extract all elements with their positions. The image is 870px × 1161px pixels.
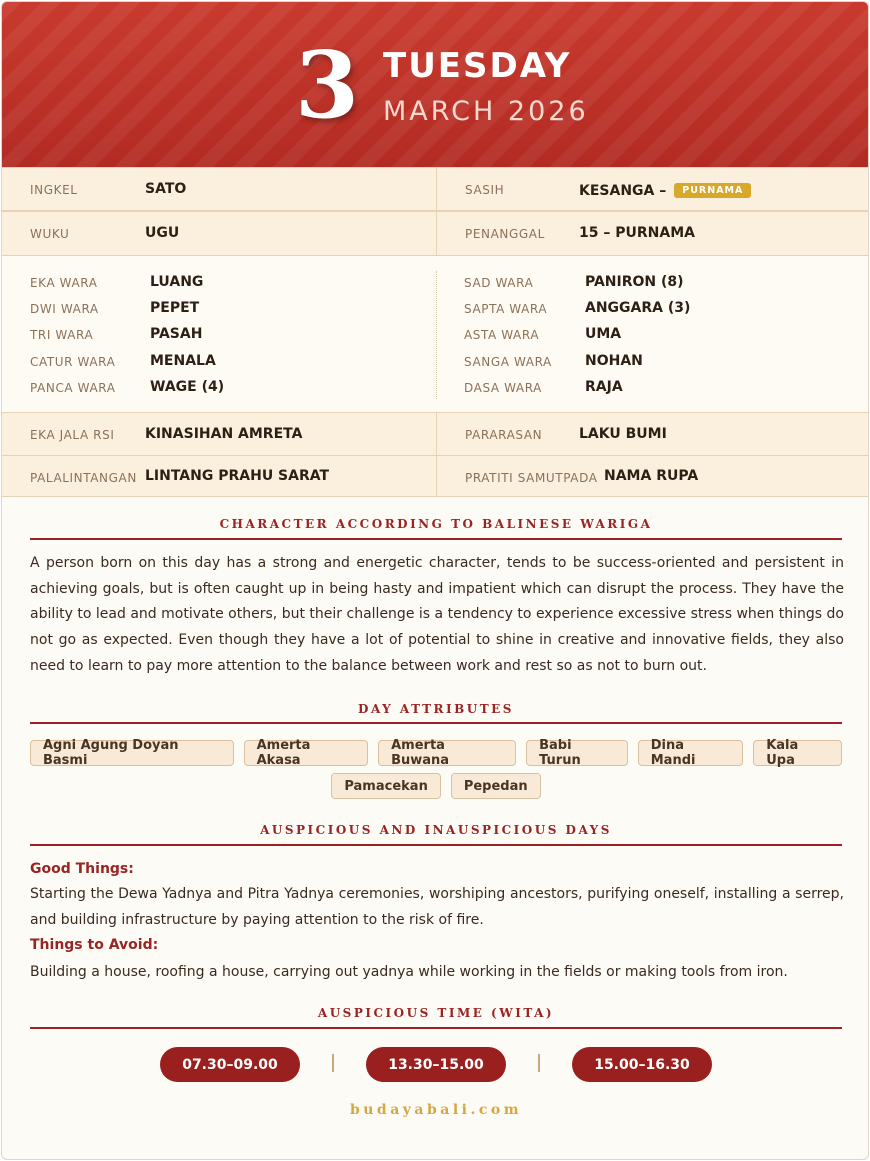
month-year-label: MARCH 2026: [383, 96, 589, 127]
times-section-rule: [30, 1027, 842, 1029]
wuku-cell: [2, 212, 436, 255]
wara-row: [2, 324, 436, 344]
wara-value: RAJA: [585, 379, 623, 395]
character-description: A person born on this day has a strong and energetic character, tends to be success-oriented and persistent in achieving goals, but is often caught up in being hasty and impatient which can disrupt the process. They have the ability to lead and motivate others, but their challenge is a tendency to experience excessive stress when things do not go as expected. Even though they have a lot of potential to shine in creative and innovative fields, they also need to learn to pay more attention to the balance between work and rest so as not to burn out.: [30, 555, 844, 674]
wara-value: PASAH: [150, 326, 203, 342]
attribute-chip-row: [30, 740, 842, 766]
penanggal-label: PENANGGAL: [465, 227, 545, 241]
wuku-value: UGU: [145, 225, 180, 241]
wara-value: ANGGARA (3): [585, 300, 691, 316]
wara-value: MENALA: [150, 353, 216, 369]
eka-jala-rsi-cell: [2, 413, 436, 455]
ingkel-value: SATO: [145, 181, 187, 197]
penanggal-cell: [436, 212, 869, 255]
info-row-wuku-penanggal: [2, 210, 869, 255]
wara-row: [2, 272, 436, 292]
pratiti-samutpada-value: NAMA RUPA: [604, 468, 699, 484]
wara-label: DASA WARA: [464, 381, 542, 395]
attribute-chip: Amerta Akasa: [244, 740, 369, 766]
info-row-ingkel-sasih: [2, 167, 869, 210]
wara-label: PANCA WARA: [30, 381, 116, 395]
attribute-chip-row: [30, 773, 842, 799]
purnama-badge: PURNAMA: [674, 183, 751, 198]
attribute-chip-list: [30, 740, 842, 799]
wara-value: LUANG: [150, 274, 204, 290]
info-row-palalintangan: [2, 455, 869, 497]
calendar-card: [1, 1, 869, 1160]
wara-label: TRI WARA: [30, 328, 94, 342]
wara-row: [436, 351, 869, 371]
wara-row: [436, 272, 869, 292]
attribute-chip: Amerta Buwana: [378, 740, 516, 766]
wara-label: ASTA WARA: [464, 328, 540, 342]
wara-row: [436, 377, 869, 397]
attribute-chip: Pamacekan: [331, 773, 440, 799]
days-section-rule: [30, 844, 842, 846]
attributes-section-title: DAY ATTRIBUTES: [358, 702, 514, 716]
wara-value: PEPET: [150, 300, 200, 316]
day-number: 3: [294, 31, 359, 139]
attribute-chip: Dina Mandi: [638, 740, 743, 766]
character-section-title: CHARACTER ACCORDING TO BALINESE WARIGA: [219, 517, 653, 531]
sasih-value-group: [579, 180, 751, 199]
palalintangan-label: PALALINTANGAN: [30, 471, 137, 485]
weekday-label: TUESDAY: [383, 46, 572, 86]
time-slot: 15.00–16.30: [572, 1047, 712, 1082]
things-to-avoid-heading: Things to Avoid:: [30, 937, 159, 953]
pararasan-value: LAKU BUMI: [579, 426, 667, 442]
attribute-chip: Babi Turun: [526, 740, 628, 766]
pararasan-label: PARARASAN: [465, 428, 543, 442]
ingkel-label: INGKEL: [30, 183, 78, 197]
eka-jala-rsi-label: EKA JALA RSI: [30, 428, 115, 442]
wara-row: [436, 298, 869, 318]
good-things-text: Starting the Dewa Yadnya and Pitra Yadnya ceremonies, worshiping ancestors, purifying oneself, installing a serrep, and building infrastructure by paying attention to the risk of fire.: [30, 886, 844, 928]
attribute-chip: Pepedan: [451, 773, 541, 799]
character-section-rule: [30, 538, 842, 540]
time-slot: 13.30–15.00: [366, 1047, 506, 1082]
attribute-chip: Agni Agung Doyan Basmi: [30, 740, 234, 766]
pratiti-samutpada-cell: [436, 456, 869, 496]
ingkel-cell: [2, 168, 436, 210]
wara-value: NOHAN: [585, 353, 643, 369]
wara-row: [436, 324, 869, 344]
pratiti-samutpada-label: PRATITI SAMUTPADA: [465, 471, 598, 485]
wara-label: SAD WARA: [464, 276, 534, 290]
wara-label: CATUR WARA: [30, 355, 116, 369]
wara-row: [2, 351, 436, 371]
wara-label: SAPTA WARA: [464, 302, 548, 316]
info-row-eka-jala-rsi: [2, 412, 869, 455]
wara-label: EKA WARA: [30, 276, 98, 290]
time-slot: 07.30–09.00: [160, 1047, 300, 1082]
eka-jala-rsi-value: KINASIHAN AMRETA: [145, 426, 303, 442]
times-section-title: AUSPICIOUS TIME (WITA): [317, 1006, 555, 1020]
things-to-avoid-text: Building a house, roofing a house, carrying out yadnya while working in the fields or making tools from iron.: [30, 964, 788, 980]
wuku-label: WUKU: [30, 227, 70, 241]
wara-value: UMA: [585, 326, 622, 342]
pararasan-cell: [436, 413, 869, 455]
time-slot-separator: [538, 1054, 540, 1072]
time-slot-separator: [332, 1054, 334, 1072]
palalintangan-value: LINTANG PRAHU SARAT: [145, 468, 330, 484]
wara-value: PANIRON (8): [585, 274, 684, 290]
wara-row: [2, 298, 436, 318]
wara-label: DWI WARA: [30, 302, 99, 316]
days-section-title: AUSPICIOUS AND INAUSPICIOUS DAYS: [260, 823, 612, 837]
good-things-heading: Good Things:: [30, 861, 134, 877]
date-header: [2, 2, 868, 167]
time-slot-list: [2, 1047, 869, 1083]
sasih-value: KESANGA –: [579, 183, 667, 199]
palalintangan-cell: [2, 456, 436, 496]
wara-value: WAGE (4): [150, 379, 225, 395]
attributes-section-rule: [30, 722, 842, 724]
wara-label: SANGA WARA: [464, 355, 552, 369]
wara-row: [2, 377, 436, 397]
penanggal-value: 15 – PURNAMA: [579, 225, 695, 241]
sasih-cell: [436, 168, 869, 210]
sasih-label: SASIH: [465, 183, 505, 197]
wara-grid: [2, 255, 869, 412]
site-watermark: budayabali.com: [349, 1102, 523, 1118]
attribute-chip: Kala Upa: [753, 740, 842, 766]
